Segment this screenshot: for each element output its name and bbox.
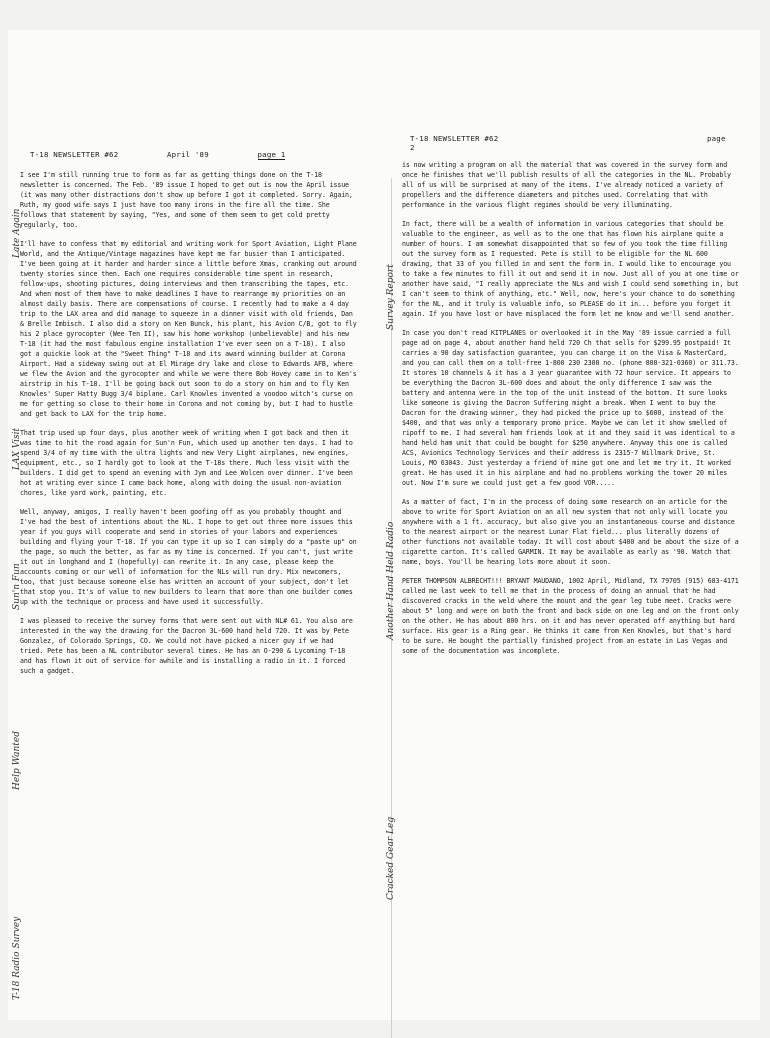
newsletter-title: T-18 NEWSLETTER #62 [30,150,119,159]
page-number: page 1 [257,150,286,159]
paragraph-hand-held-radio: In case you don't read KITPLANES or overlooked it in the May '89 issue carried a full page ad on page 4, about another hand held 720 Ch that sells for $299.95 postpaid! It carries a 90 day satisfaction guarantee, you can charge it on the Visa & MasterCard, and you can call them on a toll-free 1-800 230 2300 no. (phone 800-321-0360) or 311.73. It stores 10 channels & it has a 3 year guarantee with 72 hour service. It appears to be everything the Dacron 3L-600 does and about the only difference I saw was the battery and antenna were in the top of the unit instead of the bottom. It sure looks like someone is giving the Dacron Suffering might a break. When I went to buy the Dacron for the drawing winner, they had picked the price up to $600, instead of the $400, and that was only a temporary promo price. Maybe we can let it show smelled of ripoff to me. I had several ham friends look at it and they said it was identical to a hand held ham unit that could be bought for $250 anywhere. Anyway this one is called ACS, Avionics Technology Services and their address is 2315-7 Willmark Drive, St. Louis, MO 63043. Just yesterday a friend of mine got one and let me try it. It worked great. He has used it in his airplane and had no problems working the tower 20 miles out. Now I'm sure we could just get a few good VOR..... [402,329,739,487]
paragraph-help-wanted: Well, anyway, amigos, I really haven't been goofing off as you probably thought and I've had the best of intentions about the NL. I hope to get out three more issues this year if you guys will cooperate and send in stories of your labors and experiences building and flying your T-18. If you can type it up so I can simply do a "paste up" on the page, so much the better, as far as my time is concerned. If you can't, just write it out in longhand and I (hopefully) can rewrite it. In any case, please keep the accounts coming or our well of information for the NLs will run dry. Mix newcomers, too, that just because someone else has written an account of your subject, don't let that stop you. It's of value to new builders to learn that more than one builder comes up with the technique or process and have used it successfully. [20,508,357,606]
paragraph-garmin: As a matter of fact, I'm in the process of doing some research on an article for the above to write for Sport Aviation on an all new system that not only will locate you anywhere with a 1 ft. accuracy, but also give you an instantaneous course and distance to the nearest airport or the nearest Lunar Flat field... plus literally dozens of other functions not available today. It will cost about $400 and be about the size of a cigarette carton. It's called GARMIN. It may be available as early as '90. Watch that name, boys. You'll be hearing lots more about it soon. [402,498,739,566]
paragraph-survey-report: In fact, there will be a wealth of information in various categories that should be valuable to the engineer, as well as to the one that has flown his airplane quite a number of hours. I am somewhat disappointed that so few of you took the time filling out the survey form as I requested. Pete is still to be eligible for the NL 600 drawing, that 33 of you filled in and sent the form in. I would like to encourage you to take a few minutes to fill it out and send it in now. Just all of you at one time or another have said, "I really appreciate the NLs and wish I could send something in, but I can't seem to think of anything, etc." Well, now, here's your chance to do something for the NL, and it truly is valuable info, so PLEASE do it in... before you forget it again. If you have lost or have misplaced the form let me know and we'll send another. [402,220,739,318]
margin-note-late-again: Late Again [12,208,22,258]
paragraph-lax-visit: I'll have to confess that my editorial and writing work for Sport Aviation, Light Plane World, and the Antique/Vintage magazines have kept me far busier than I anticipated. I've been going at it harder and harder since a little before Xmas, cranking out around twenty stories since then. Each one requires considerable time spent in research, follow-ups, shooting pictures, doing interviews and then transcribing the tapes, etc. And when most of them have to make deadlines I have to rearrange my priorities on an almost daily basis. There are compensations of course. I recently had to make a 4 day trip to the LAX area and did manage to squeeze in a dinner visit with old friends, Dan & Brelle Imbisch. I also did a story on Ken Bunck, his plant, his Avion C/B, got to fly his 2 place gyrocopter (Wee Ten II), saw his home workshop (unbelievable) and his new T-18 (it had the most fabulous engine installation I've ever seen on a T-18). I also got a quickie look at the "Sweet Thing" T-18 and its award winning builder at Corona Airport. Had a sideway swing out at El Mirage dry lake and close to Edwards AFB, where we flew the Avion and the gyrocopter and while we were there Bob Hovey came in to Ken's airstrip in his T-18. I'll be going back out soon to do a story on him and to fly Ken Knowles' Super Hatty Bugg 3/4 biplane. Carl Knowles invented a voodoo witch's curse on me for getting so close to their home in Corona and not coming by, but I had to hustle and get back to LAX for the trip home. [20,240,357,418]
margin-note-survey-report: Survey Report [386,264,396,330]
margin-note-sun-n-fun: Sun'n Fun [12,563,22,610]
left-page-header [30,150,329,159]
paragraph-radio-survey: I was pleased to receive the survey forms that were sent out with NL# 61. You also are interested in the way the drawing for the Dacron 3L-600 hand held 720. It was by Pete Gonzalez, of Colorado Springs, CO. We could not have picked a nicer guy if we had tried. Pete has been a NL contributor several times. He has an O-290 & Lycoming T-18 and has flown it out of service for awhile and is installing a radio in it. I forced such a gadget. [20,617,353,675]
page-number: page 2 [410,134,726,152]
issue-date: April '89 [167,150,209,159]
margin-note-hand-held-radio: Another Hand Held Radio [386,521,396,640]
paragraph-late-again: I see I'm still running true to form as far as getting things done on the T-18 newsletter is concerned. The Feb. '89 issue I hoped to get out is now the April issue (it was many other distractions don't show up before I got it completed. Sorry. Again, Ruth, my good wife says I just have too many irons in the fire all the time. She follows that statement by saying, "Yes, and some of them seem to get cold pretty regularly, too. [20,171,353,229]
left-column [20,170,360,685]
paragraph-sun-n-fun: That trip used up four days, plus another week of writing when I got back and then it was time to hit the road again for Sun'n Fun, which used up another ten days. I had to spend 3/4 of my time with the ultra lights and new Very Light airplanes, new engines, equipment, etc., so I hardly got to look at the T-18s there. Much less visit with the builders. I did get to spend an evening with Jym and Lee Wolcen over dinner. I've been hot at writing ever since I came back home, along with doing the usual non-aviation chores, like yard work, painting, etc. [20,429,353,497]
right-page-header [410,134,770,152]
newsletter-title: T-18 NEWSLETTER #62 [410,134,499,143]
margin-note-cracked-gear: Cracked Gear Leg [386,816,396,900]
margin-note-radio-survey: T-18 Radio Survey [12,916,22,1000]
paragraph-survey-program: is now writing a program on all the material that was covered in the survey form and once he finishes that we'll publish results of all the categories in the NL. Probably all of us will be surprised at many of the items. I've already noticed a variety of propellers and the difference diameters and pitches used. Correlating that with performance in the various flight regimes should be very illuminating. [402,161,731,209]
margin-note-help-wanted: Help Wanted [12,730,22,790]
right-column [402,160,742,665]
paragraph-cracked-gear: PETER THOMPSON ALBRECHT!!! BRYANT MAUDANO, 1002 April, Midland, TX 79705 (915) 683-4171 called me last week to tell me that in the process of doing an annual that he had discovered cracks in the weld where the mount and the gear leg tube meet. Cracks were about 5" long and were on both the front and back side on one leg and on the front only on the other. He has about 800 hrs. on it and has never operated off anything but hard surface. His gear is a Ring gear. He thinks it came from Ken Knowles, but that's hard to be sure. He bought the partially finished project from an estate in Las Vegas and some of the documentation was incomplete. [402,577,739,655]
margin-note-lax-visit: LAX Visit [12,427,22,470]
